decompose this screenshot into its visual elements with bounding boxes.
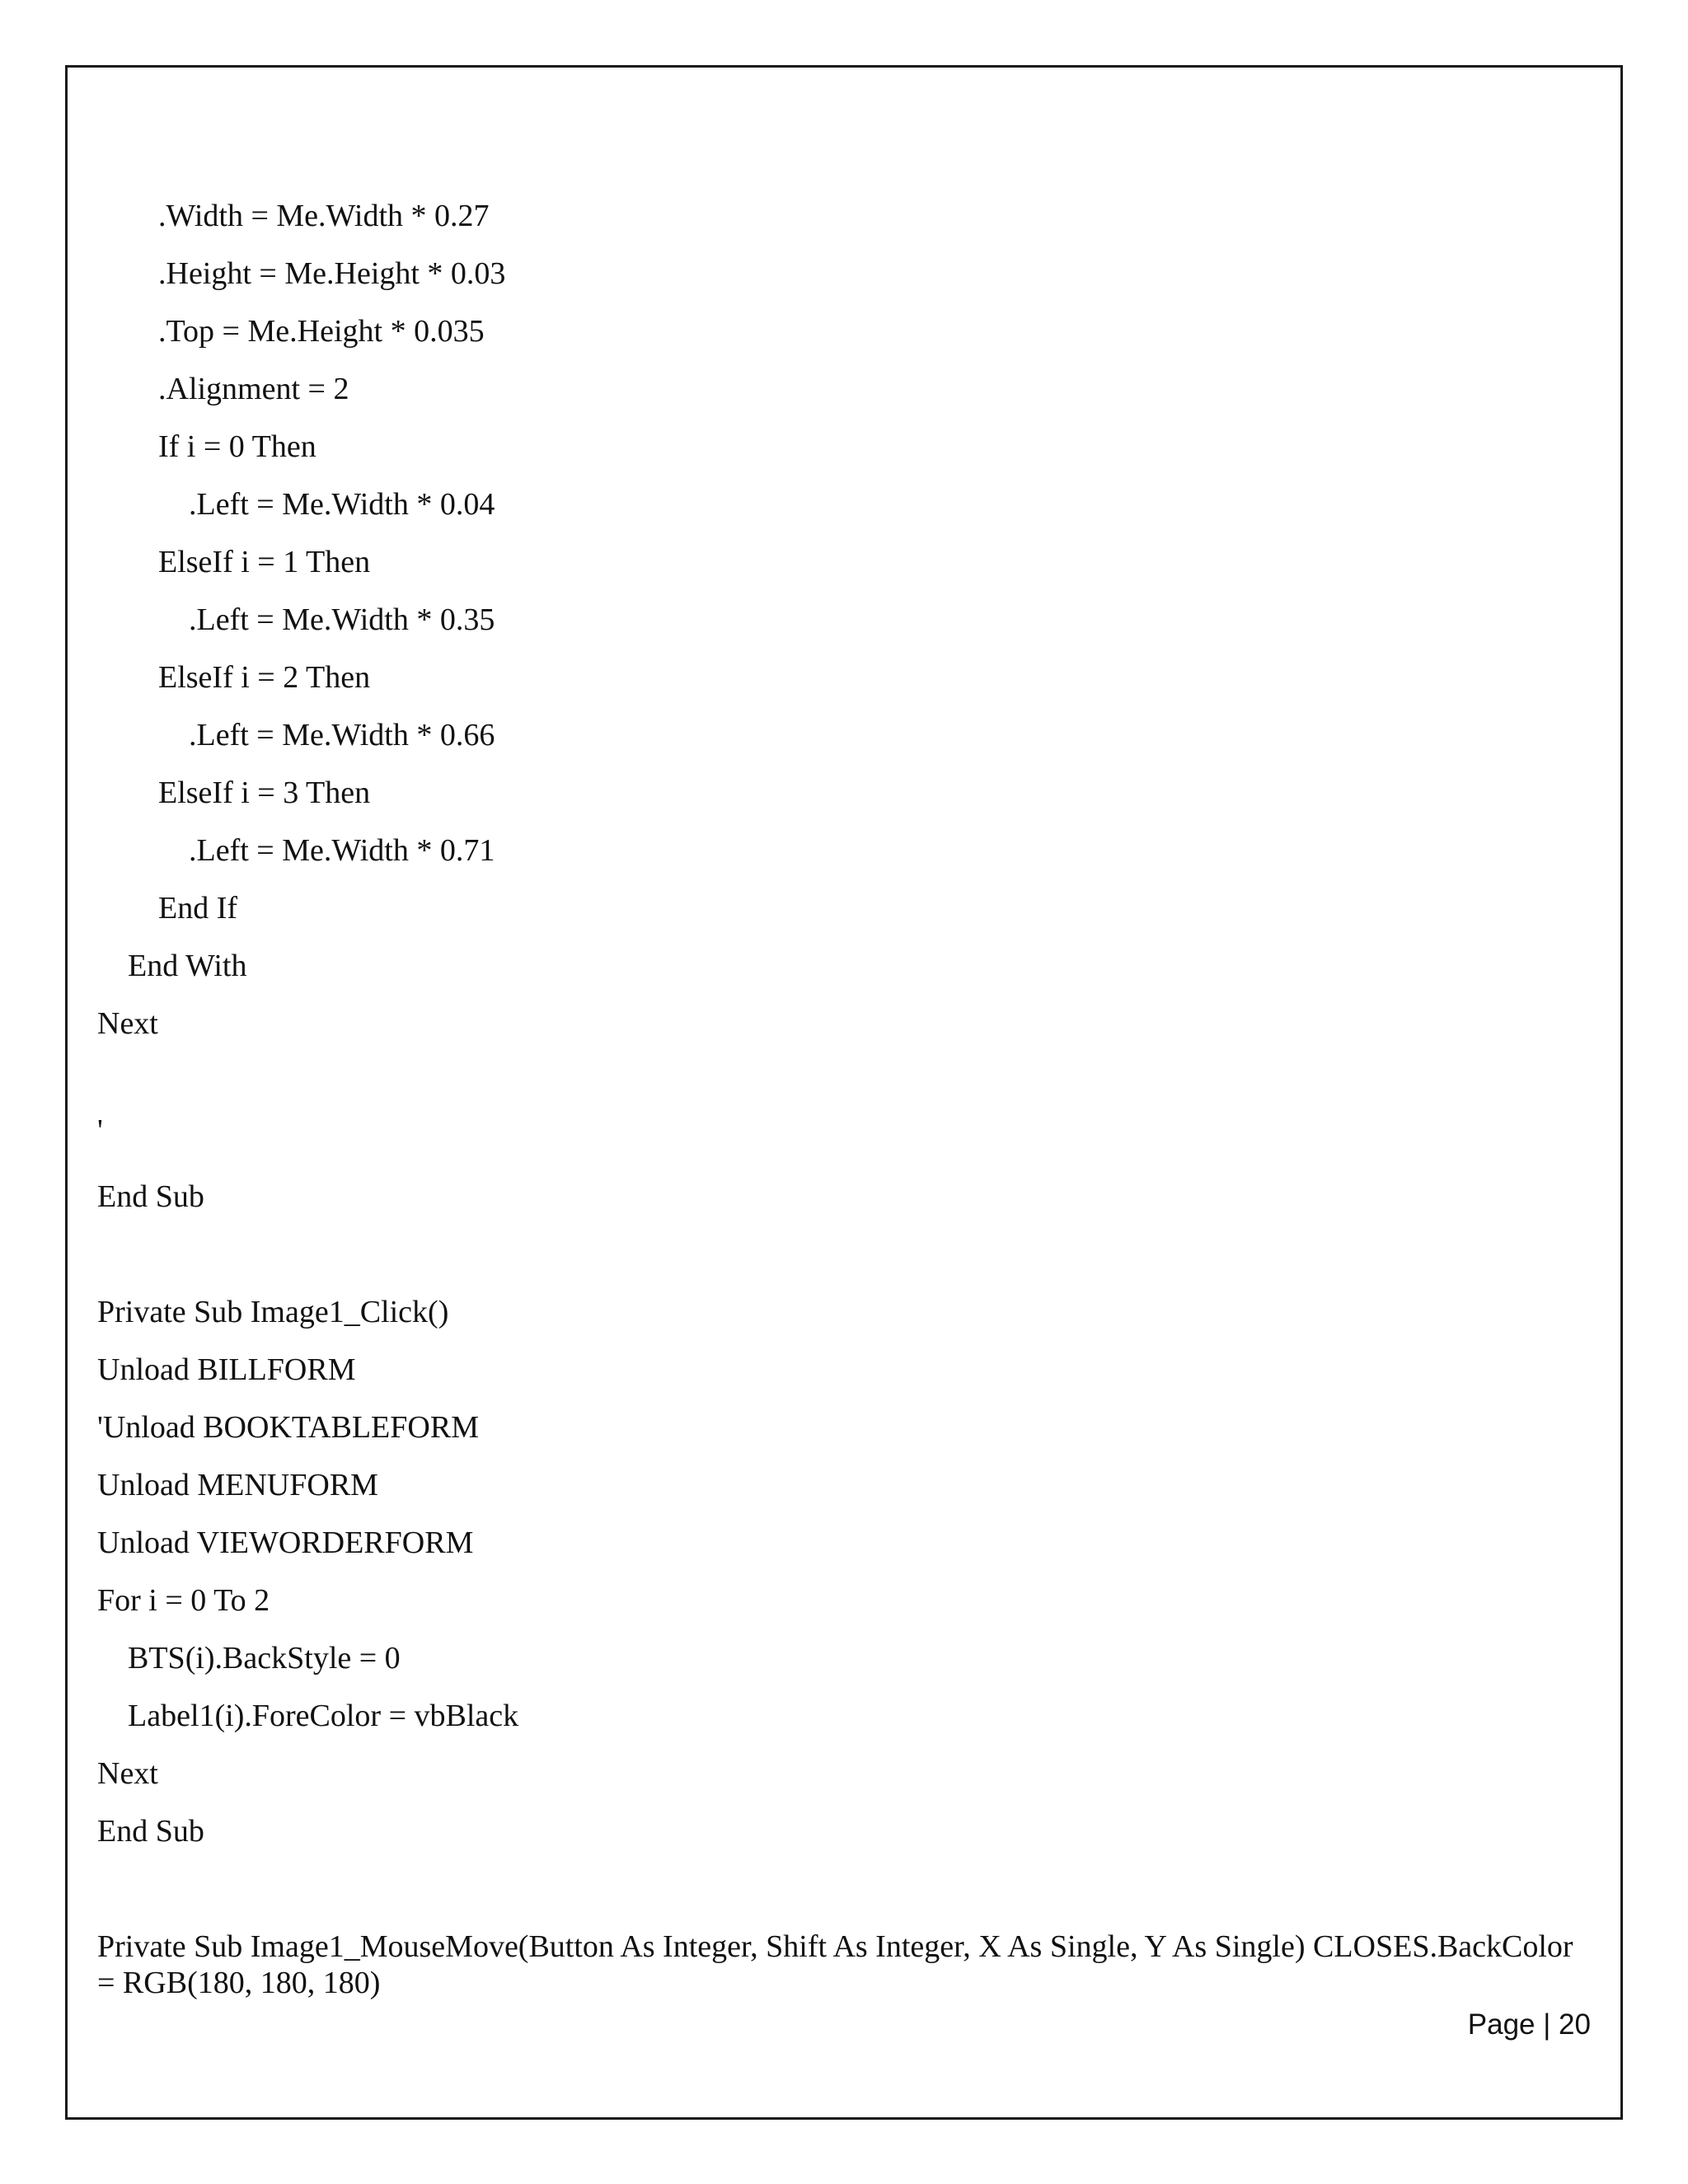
code-line: .Left = Me.Width * 0.71 <box>189 833 495 868</box>
code-line: Private Sub Image1_Click() <box>97 1295 449 1329</box>
code-line: Next <box>97 1756 158 1791</box>
code-line: ElseIf i = 1 Then <box>158 545 371 579</box>
code-line: If i = 0 Then <box>158 429 316 464</box>
code-line: .Height = Me.Height * 0.03 <box>158 256 506 291</box>
code-line: Label1(i).ForeColor = vbBlack <box>128 1699 519 1733</box>
code-line: End Sub <box>97 1179 204 1214</box>
code-line: ' <box>97 1113 103 1148</box>
code-line: Unload MENUFORM <box>97 1468 378 1502</box>
code-line: Unload VIEWORDERFORM <box>97 1526 474 1560</box>
code-line: Unload BILLFORM <box>97 1352 356 1387</box>
code-line: Private Sub Image1_MouseMove(Button As Integer, Shift As Integer, X As Single, Y As Single) CLOSES.BackColor = RGB(180, 180, 180) <box>97 1929 1573 2000</box>
code-line: .Top = Me.Height * 0.035 <box>158 314 485 349</box>
code-line: ElseIf i = 2 Then <box>158 660 371 695</box>
code-line: For i = 0 To 2 <box>97 1583 270 1618</box>
code-line: ElseIf i = 3 Then <box>158 776 371 810</box>
code-line: 'Unload BOOKTABLEFORM <box>97 1410 479 1445</box>
code-line: Next <box>97 1006 158 1041</box>
code-line: .Width = Me.Width * 0.27 <box>158 199 490 233</box>
code-line: BTS(i).BackStyle = 0 <box>128 1641 401 1675</box>
code-line: .Alignment = 2 <box>158 372 349 406</box>
code-line: .Left = Me.Width * 0.35 <box>189 602 495 637</box>
page-number: Page | 20 <box>1467 2008 1591 2041</box>
code-line: End Sub <box>97 1814 204 1849</box>
code-line: .Left = Me.Width * 0.04 <box>189 487 495 522</box>
code-line: End If <box>158 891 238 926</box>
code-line: .Left = Me.Width * 0.66 <box>189 718 495 752</box>
code-line: End With <box>128 949 247 983</box>
